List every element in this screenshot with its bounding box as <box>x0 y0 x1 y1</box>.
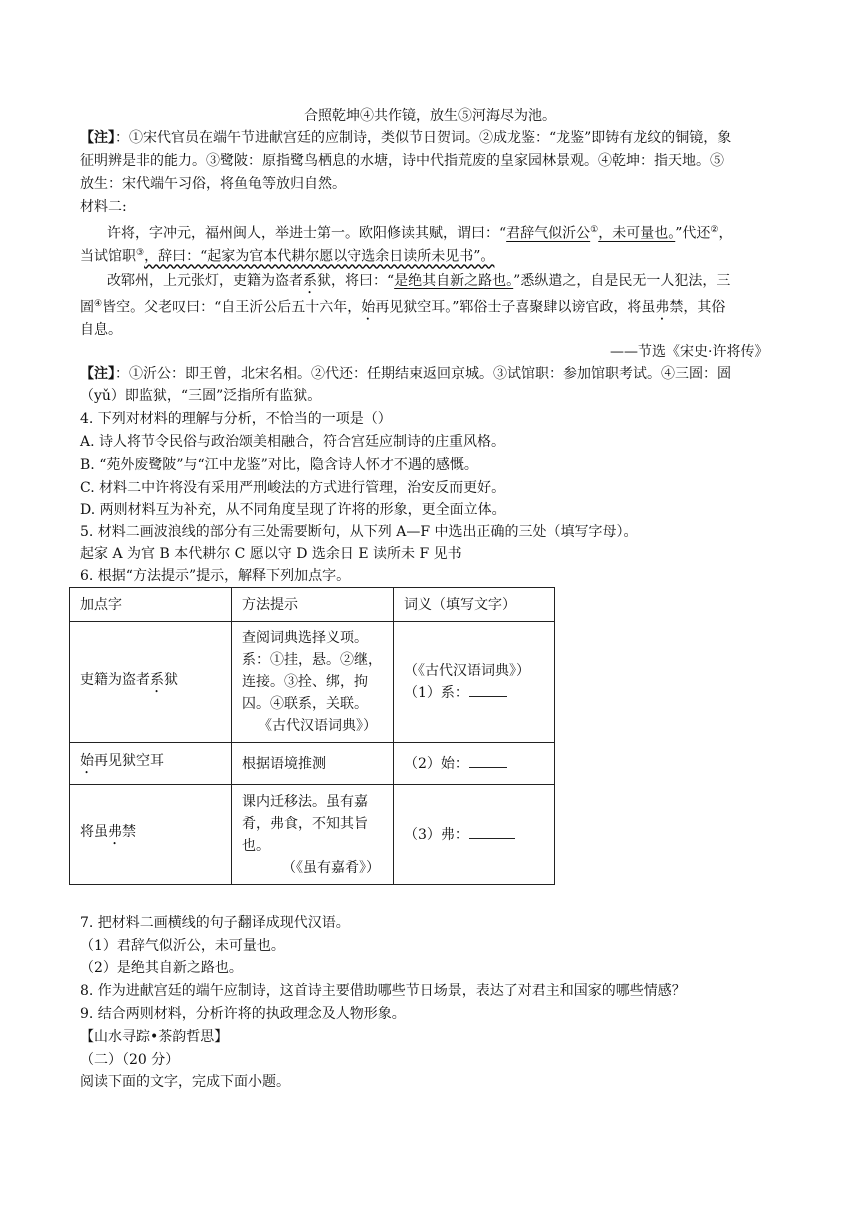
notes-label: 【注】 <box>80 366 115 382</box>
q6-table <box>69 587 555 885</box>
q6-stem: 6. 根据“方法提示”提示，解释下列加点字。 <box>80 568 351 584</box>
header-word: 加点字 <box>70 588 232 622</box>
answer-label: （1）系： <box>404 685 469 701</box>
tip-line: （《虽有嘉肴》） <box>282 859 380 876</box>
answer-source: （《古代汉语词典》） <box>404 663 530 679</box>
tip-line: 肴，弗食，不知其旨 <box>242 815 368 832</box>
notes1-line1 <box>80 128 731 148</box>
row2-answer <box>394 743 555 785</box>
material2-p1-line2 <box>80 243 494 267</box>
answer-blank[interactable] <box>469 753 507 768</box>
q4-option-d: D. 两则材料互为补充，从不同角度呈现了许将的形象，更全面立体。 <box>80 502 506 518</box>
dotted-char: 弗 <box>655 299 670 316</box>
answer-blank[interactable] <box>469 824 515 839</box>
dotted-char: 系 <box>150 671 164 688</box>
notes2-text: ：①沂公：即王曾，北宋名相。②代还：任期结束返回京城。③试馆职：参加馆职考试。④三圄：圄 <box>115 366 731 382</box>
material2-p1-line1 <box>107 220 732 244</box>
footnote-mark: ② <box>710 225 719 235</box>
row1-method <box>232 622 394 743</box>
notes2-line1 <box>80 364 731 384</box>
underlined-sentence: 君辞气似沂公 <box>506 225 591 242</box>
row3-method <box>232 785 394 885</box>
text: 吏籍为盗者 <box>80 671 150 688</box>
q7-sentence1: （1）君辞气似沂公，未可量也。 <box>80 938 285 954</box>
dotted-char: 弗 <box>108 824 122 840</box>
tip-line: 《古代汉语词典》） <box>258 718 377 734</box>
header-method: 方法提示 <box>232 588 394 622</box>
row2-word <box>70 743 232 785</box>
footnote-mark: ① <box>590 225 599 235</box>
q4-option-a: A. 诗人将节令民俗与政治颂美相融合，符合宫廷应制诗的庄重风格。 <box>80 434 506 450</box>
q5-stem: 5. 材料二画波浪线的部分有三处需要断句，从下列 A—F 中选出正确的三处（填写字母）。 <box>80 524 638 540</box>
tip-line: 课内迁移法。虽有嘉 <box>242 793 368 810</box>
header-meaning: 词义（填写文字） <box>394 588 555 622</box>
text: 狱 <box>164 671 178 688</box>
q4-option-c: C. 材料二中许将没有采用严刑峻法的方式进行管理，治安反而更好。 <box>80 480 506 496</box>
q5-sentence: 起家 A 为官 B 本代耕尔 C 愿以守 D 选余日 E 读所未 F 见书 <box>80 546 462 562</box>
q4-option-b: B. “苑外废鹭陂”与“江中龙鉴”对比，隐含诗人怀才不遇的感慨。 <box>80 457 478 473</box>
underlined-sentence-end: ，未可量也。 <box>598 225 676 242</box>
q4-stem: 4. 下列对材料的理解与分析，不恰当的一项是（） <box>80 411 392 427</box>
material2-p2-line2 <box>80 294 725 324</box>
notes-label: 【注】 <box>80 130 115 146</box>
q9-stem: 9. 结合两则材料，分析许将的执政理念及人物形象。 <box>80 1006 406 1022</box>
text: 当试馆职 <box>80 248 136 265</box>
answer-label: （2）始： <box>404 755 469 772</box>
text: ”代还 <box>675 225 711 242</box>
answer-label: （3）弗： <box>404 826 469 843</box>
source-citation: ——节选《宋史·许将传》 <box>610 344 769 360</box>
section-title: 【山水寻踪•茶韵哲思】 <box>80 1029 229 1045</box>
notes1-line3: 放生：宋代端午习俗，将鱼龟等放归自然。 <box>80 176 346 192</box>
text: 狱，将曰：“ <box>317 273 395 289</box>
text: 禁，其俗 <box>669 299 726 316</box>
notes1-text: ：①宋代官员在端午节进献宫廷的应制诗，类似节日贺词。②成龙鉴：“龙鉴”即铸有龙纹的铜镜，象 <box>115 130 732 146</box>
tip-line: 连接。③拴、绑，拘 <box>242 674 368 690</box>
notes2-line2: （yǔ）即监狱，“三圄”泛指所有监狱。 <box>80 388 322 404</box>
part-heading: （二）（20 分） <box>80 1052 180 1068</box>
dotted-char: 始 <box>80 753 94 769</box>
reading-instruction: 阅读下面的文字，完成下面小题。 <box>80 1074 290 1090</box>
poem-last-line: 合照乾坤④共作镜，放生⑤河海尽为池。 <box>304 108 556 124</box>
footnote-mark: ④ <box>94 299 103 309</box>
row1-answer <box>394 622 555 743</box>
dotted-char: 始 <box>361 299 376 316</box>
text: 改郓州，上元张灯，吏籍为盗者 <box>107 273 303 289</box>
row3-word <box>70 785 232 885</box>
text: 皆空。父老叹曰：“自王沂公后五十六年， <box>102 299 362 316</box>
material2-p2-line3: 自息。 <box>80 322 122 338</box>
text: 将虽 <box>80 824 108 840</box>
wavy-sentence: ，辞曰：“起家为官本代耕尔愿以守选余日读所未见书”。 <box>144 248 495 265</box>
row3-answer <box>394 785 555 885</box>
text: ， <box>718 225 733 242</box>
text: 圄 <box>80 299 94 316</box>
row2-method: 根据语境推测 <box>232 743 394 785</box>
tip-line: 囚。④联系，关联。 <box>242 696 368 712</box>
text: 再见狱空耳。”郓俗士子喜聚肆以谤官政，将虽 <box>375 299 656 316</box>
q7-stem: 7. 把材料二画横线的句子翻译成现代汉语。 <box>80 915 350 931</box>
dotted-char: 系 <box>303 273 317 289</box>
answer-blank[interactable] <box>469 682 507 697</box>
tip-line: 系：①挂，悬。②继， <box>242 652 382 668</box>
q8-stem: 8. 作为进献宫廷的端午应制诗，这首诗主要借助哪些节日场景，表达了对君主和国家的哪些情感？ <box>80 983 686 999</box>
tip-line: 也。 <box>242 837 270 854</box>
tip-line: 查阅词典选择义项。 <box>242 630 368 646</box>
q7-sentence2: （2）是绝其自新之路也。 <box>80 960 243 976</box>
text: 许将，字冲元，福州闽人，举进士第一。欧阳修读其赋，谓曰：“ <box>107 225 507 242</box>
text: 再见狱空耳 <box>94 753 164 769</box>
material2-heading: 材料二: <box>80 199 127 215</box>
row1-word <box>70 622 232 743</box>
underlined-sentence: 是绝其自新之路也。 <box>394 273 514 289</box>
footnote-mark: ③ <box>136 248 145 258</box>
notes1-line2: 征明辨是非的能力。③鹭陂：原指鹭鸟栖息的水塘，诗中代指荒废的皇家园林景观。④乾坤：指天地。⑤ <box>80 153 724 169</box>
text: 禁 <box>122 824 136 840</box>
text: ”悉纵遣之，自是民无一人犯法，三 <box>513 273 731 289</box>
